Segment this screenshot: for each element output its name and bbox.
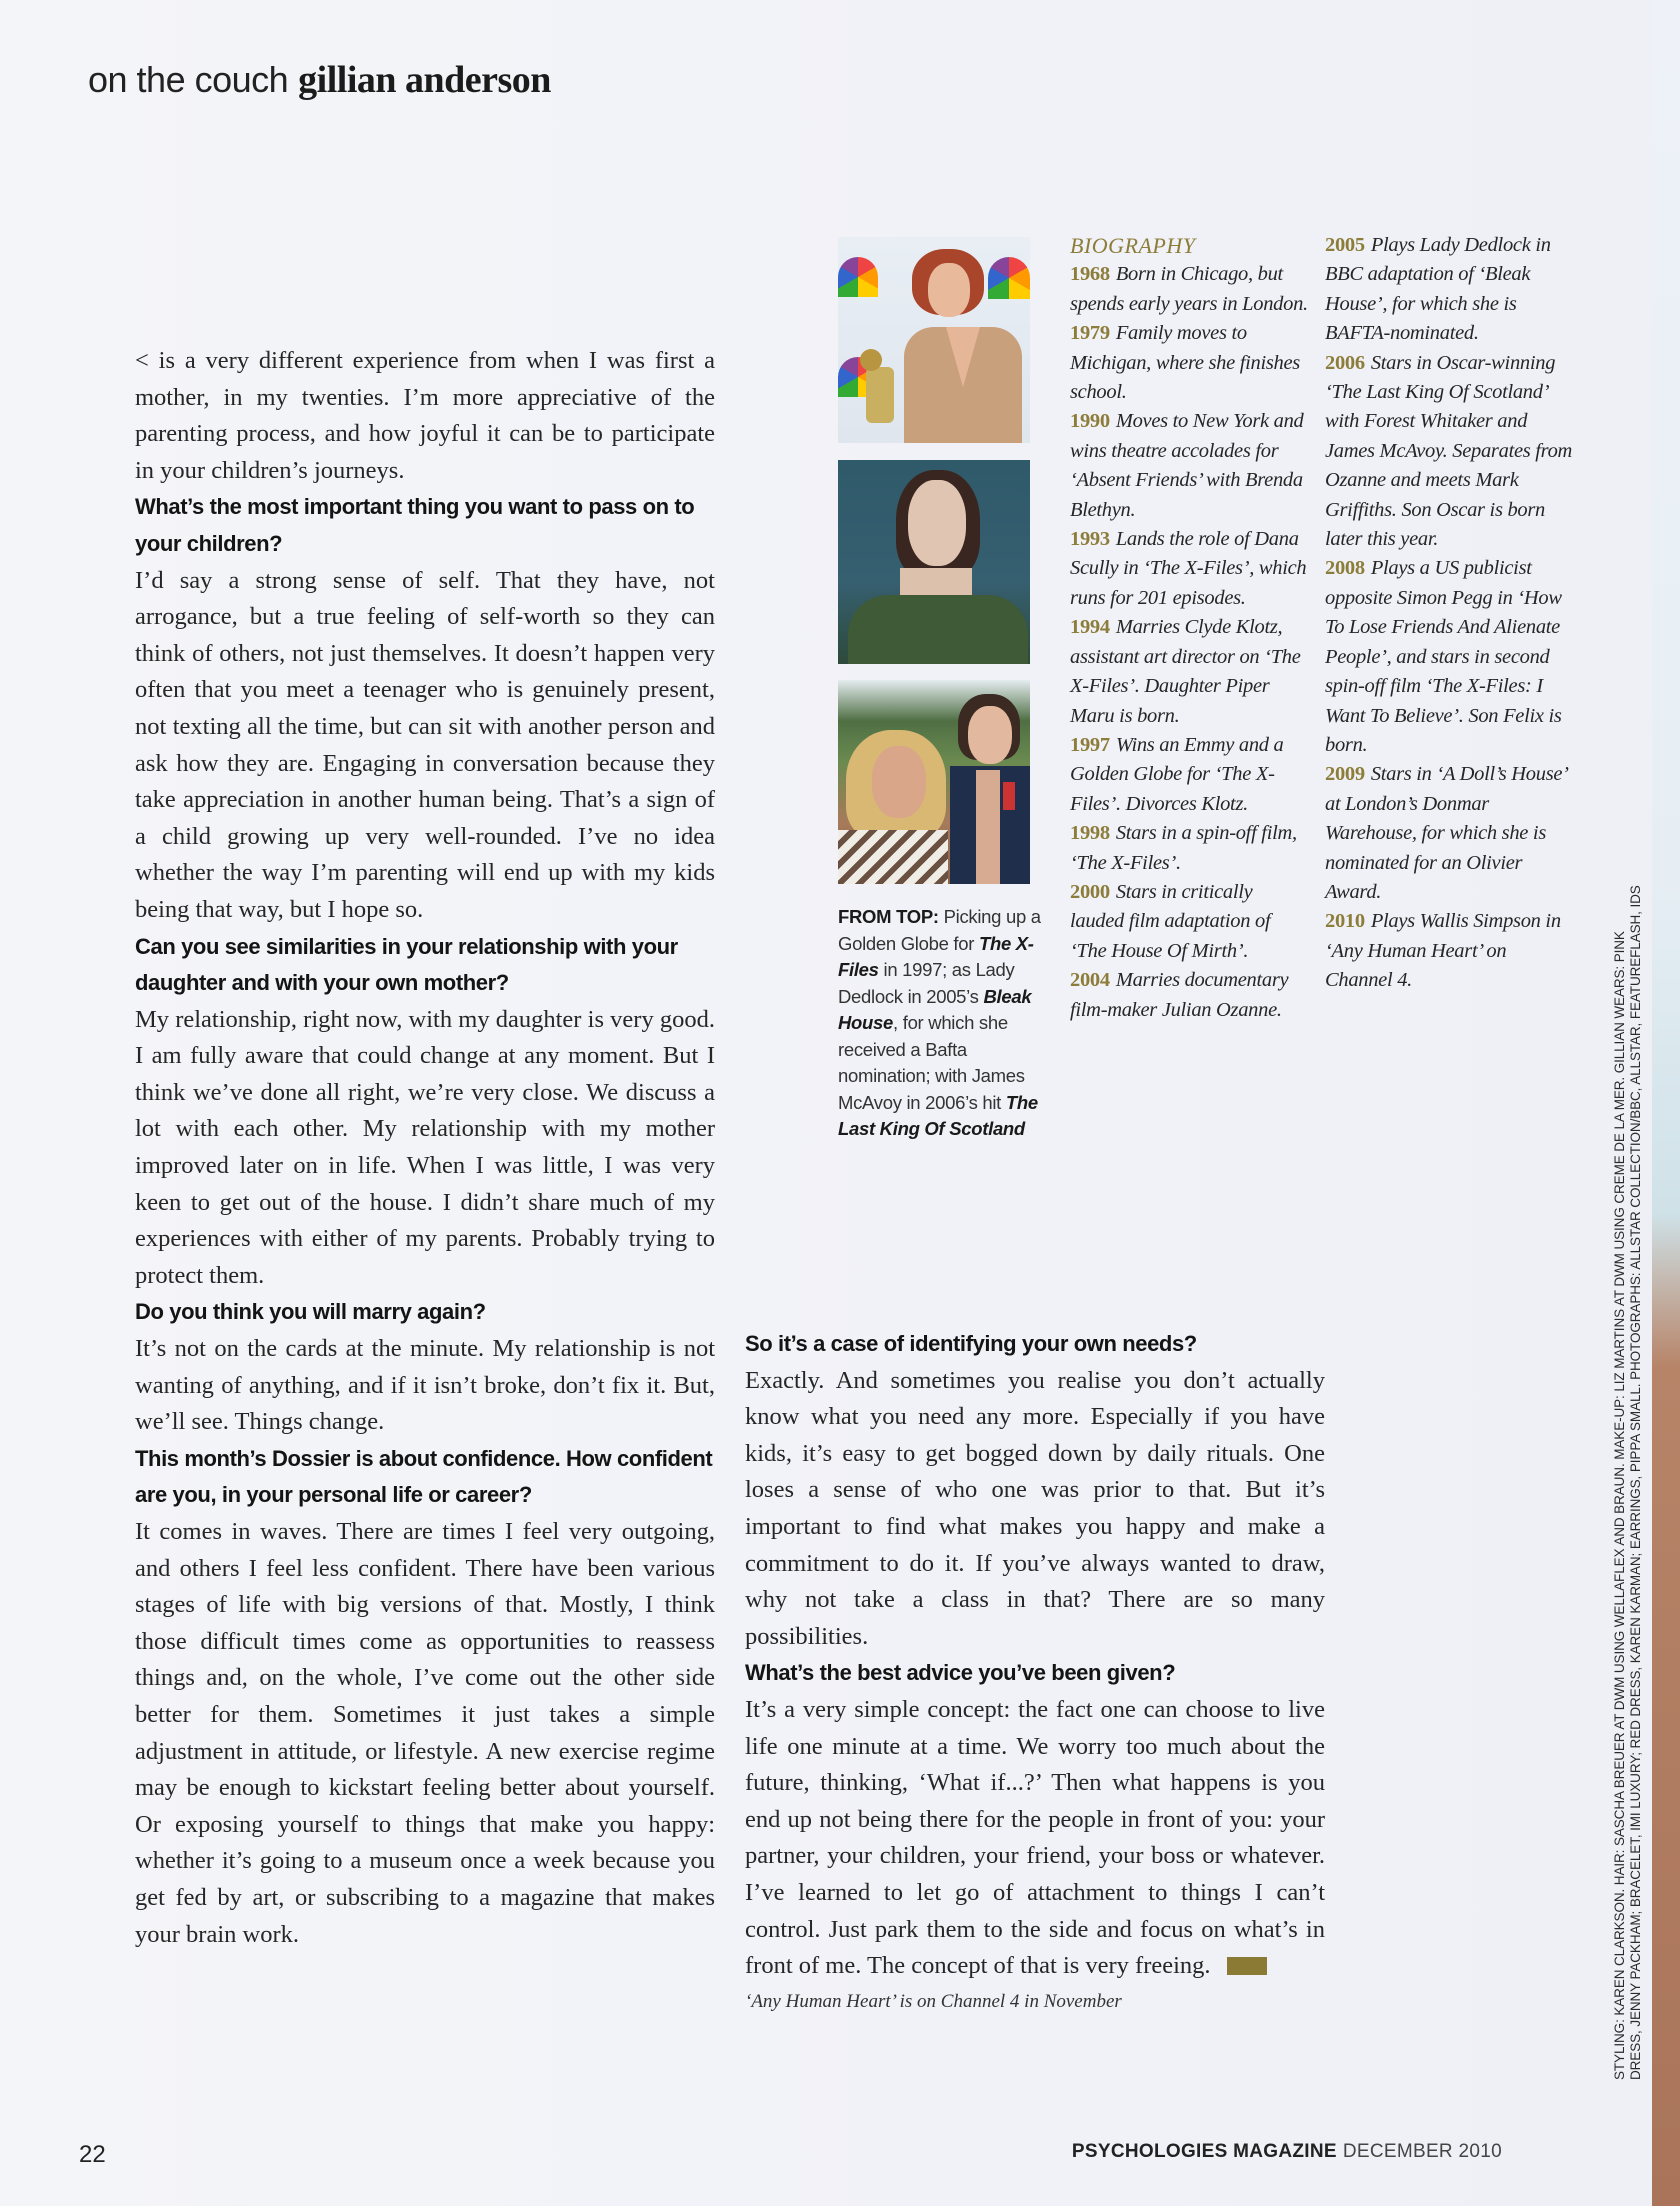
closing-note: ‘Any Human Heart’ is on Channel 4 in November: [745, 1990, 1122, 2012]
biography-entry: [1325, 907, 1575, 995]
biography-title: BIOGRAPHY: [1070, 233, 1196, 258]
interview-question: [135, 929, 715, 1002]
biography-entry: [1325, 231, 1575, 349]
biography-year: 1968: [1070, 263, 1110, 286]
biography-text: Born in Chicago, but spends early years in London.: [1070, 263, 1308, 315]
photo-credits: [1612, 780, 1644, 2080]
biography-year: 1998: [1070, 822, 1110, 845]
page-footer: [1072, 2141, 1502, 2163]
question-text: What’s the best advice you’ve been given?: [745, 1660, 1176, 1686]
biography-text: Family moves to Michigan, where she finishes school.: [1070, 322, 1300, 404]
question-text: This month’s Dossier is about confidence. How confident are you, in your personal life or career?: [135, 1445, 713, 1508]
biography-year: 1979: [1070, 322, 1110, 345]
biography-entry: [1325, 349, 1575, 555]
biography-text: Plays Wallis Simpson in ‘Any Human Heart’ on Channel 4.: [1325, 910, 1561, 992]
biography-entry: [1070, 260, 1310, 319]
biography-text: Wins an Emmy and a Golden Globe for ‘The X-Files’. Divorces Klotz.: [1070, 733, 1284, 815]
question-text: Do you think you will marry again?: [135, 1299, 486, 1325]
biography-year: 2009: [1325, 763, 1365, 786]
biography-text: Stars in critically lauded film adaptation of ‘The House Of Mirth’.: [1070, 880, 1271, 962]
credits-line: STYLING: KAREN CLARKSON. HAIR: SASCHA BREUER AT DWM USING WELLAFLEX AND BRAUN. MAKE-UP: LIZ MARTINS AT DWM USING CREME DE LA MER. GILLIAN WEARS: PINK: [1612, 931, 1627, 2080]
interview-answer: [135, 1002, 715, 1295]
photo-caption: [838, 904, 1048, 1143]
biography-text: Marries Clyde Klotz, assistant art director on ‘The X-Files’. Daughter Piper Maru is born.: [1070, 616, 1301, 727]
biography-entry: [1070, 966, 1310, 1025]
biography-text: Stars in Oscar-winning ‘The Last King Of Scotland’ with Forest Whitaker and James McAvoy. Separates from Ozanne and meets Mark Griffiths. Son Oscar is born later this year.: [1325, 351, 1573, 551]
biography-text: Plays a US publicist opposite Simon Pegg in ‘How To Lose Friends And Alienate People’, and stars in second spin-off film ‘The X-Files: I Want To Believe’. Son Felix is born.: [1325, 557, 1562, 756]
biography-text: Marries documentary film-maker Julian Ozanne.: [1070, 969, 1289, 1021]
biography-entry: [1070, 819, 1310, 878]
biography-year: 2010: [1325, 910, 1365, 933]
interview-answer: [135, 343, 715, 489]
answer-text: It comes in waves. There are times I feel very outgoing, and others I feel less confident. There have been various stages of life with big versions of that. Mostly, I think those difficult times come as opportunities to reassess things and, on the whole, I’ve come out the other side better for them. Sometimes it just takes a simple adjustment in attitude, or lifestyle. A new exercise regime may be enough to kickstart feeling better about yourself. Or exposing yourself to things that make you happy: whether it’s going to a museum once a week because you get fed by art, or subscribing to a magazine that makes your brain work.: [135, 1518, 715, 1948]
question-text: Can you see similarities in your relationship with your daughter and with your own mother?: [135, 933, 678, 996]
biography-entry: [1070, 525, 1310, 613]
biography-year: 1993: [1070, 528, 1110, 551]
caption-text: , for which she received a Bafta nomination; with James McAvoy in 2006’s hit: [838, 1012, 1025, 1113]
article-right-column: [745, 1326, 1325, 2017]
interview-answer: [745, 1692, 1325, 1985]
interview-answer: [135, 1514, 715, 1953]
biography-entry: [1070, 319, 1310, 407]
biography-entry: [1070, 407, 1310, 525]
caption-title: The Last King Of Scotland: [838, 1091, 1038, 1139]
article-left-column: [135, 343, 715, 1953]
answer-text: Exactly. And sometimes you realise you don’t actually know what you need any more. Especially if you have kids, it’s easy to get bogged down by daily rituals. One loses a sense of who one was prior to that. But it’s important to find what makes you happy and make a commitment to do it. If you’ve always wanted to draw, why not take a class in that? There are so many possibilities.: [745, 1366, 1325, 1650]
answer-text: It’s not on the cards at the minute. My relationship is not wanting of anything, and if it isn’t broke, don’t fix it. But, we’ll see. Things change.: [135, 1335, 715, 1436]
caption-title: The X-Files: [838, 932, 1034, 980]
answer-text: It’s a very simple concept: the fact one can choose to live life one minute at a time. We worry too much about the future, thinking, ‘What if...?’ Then what happens is you end up not being there for the people in front of you: your partner, your children, your friend, your boss or whatever. I’ve learned to let go of attachment to things I can’t control. Just park them to the side and focus on what’s in front of me. The concept of that is very freeing.: [745, 1695, 1325, 1980]
answer-text: I’d say a strong sense of self. That they have, not arrogance, but a true feeling of self-worth so they can think of others, not just themselves. It doesn’t happen very often that you meet a teenager who is genuinely present, not texting all the time, but can sit with another person and ask how they are. Engaging in conversation because they take appreciation in another human being. That’s a sign of a child growing up very well-rounded. I’ve no idea whether the way I’m parenting will end up with my kids being that way, but I hope so.: [135, 566, 715, 923]
caption-text: Picking up a Golden Globe for: [838, 906, 1041, 954]
biography-text: Stars in ‘A Doll’s House’ at London’s Donmar Warehouse, for which she is nominated for an Olivier Award.: [1325, 763, 1567, 903]
end-mark-icon: [1227, 1957, 1267, 1975]
magazine-name: PSYCHOLOGIES MAGAZINE: [1071, 2141, 1337, 2162]
interview-answer: [745, 1363, 1325, 1656]
biography-year: 2005: [1325, 234, 1365, 256]
interview-question: [745, 1655, 1325, 1692]
interview-answer: [135, 563, 715, 929]
next-page-edge: [1652, 0, 1680, 2206]
biography-entry: [1325, 760, 1575, 907]
biography-year: 2006: [1325, 351, 1365, 374]
biography-year: 2000: [1070, 880, 1110, 903]
biography-text: Plays Lady Dedlock in BBC adaptation of ‘Bleak House’, for which she is BAFTA-nominated.: [1325, 234, 1551, 345]
answer-text: My relationship, right now, with my daughter is very good. I am fully aware that could change at any moment. But I think we’ve done all right, we’re very close. We discuss a lot with each other. My relationship with my mother improved later on in life. When I was little, I was very keen to get out of the house. I didn’t share much of my experiences with either of my parents. Probably trying to protect them.: [135, 1005, 715, 1289]
interview-question: [745, 1326, 1325, 1363]
biography-text: Moves to New York and wins theatre accolades for ‘Absent Friends’ with Brenda Blethyn.: [1070, 410, 1304, 521]
biography-year: 1994: [1070, 616, 1110, 639]
page-number: 22: [79, 2141, 106, 2168]
biography-year: 2004: [1070, 969, 1110, 992]
interview-answer: [135, 1331, 715, 1441]
biography-entry: [1070, 613, 1310, 731]
golden-globe-photo: [838, 237, 1030, 443]
bleak-house-photo: [838, 460, 1030, 664]
interview-question: [135, 1294, 715, 1331]
biography-column-a: [1070, 231, 1310, 1025]
biography-entry: [1325, 554, 1575, 760]
caption-title: Bleak House: [838, 985, 1032, 1033]
biography-text: Lands the role of Dana Scully in ‘The X-Files’, which runs for 201 episodes.: [1070, 528, 1307, 609]
biography-year: 1990: [1070, 410, 1110, 433]
question-text: So it’s a case of identifying your own needs?: [745, 1331, 1197, 1356]
interview-question: [135, 1441, 715, 1514]
interview-question: [135, 489, 715, 562]
biography-text: Stars in a spin-off film, ‘The X-Files’.: [1070, 822, 1297, 874]
section-header: [88, 58, 551, 102]
biography-year: 1997: [1070, 733, 1110, 756]
last-king-photo: [838, 680, 1030, 884]
credits-line: DRESS, JENNY PACKHAM; BRACELET, IMI LUXURY; RED DRESS, KAREN KARMAN; EARRINGS, PIPPA SMALL. PHOTOGRAPHS: ALLSTAR COLLECTION/BBC, ALLSTAR, FEATUREFLASH, IDS: [1628, 885, 1643, 2080]
section-label: on the couch: [88, 59, 289, 100]
subject-name: gillian anderson: [298, 59, 551, 101]
caption-text: in 1997; as Lady Dedlock in 2005’s: [838, 959, 1015, 1007]
issue-date: DECEMBER 2010: [1342, 2141, 1502, 2162]
biography-year: 2008: [1325, 557, 1365, 580]
biography-column-b: [1325, 231, 1575, 996]
answer-text: < is a very different experience from when I was first a mother, in my twenties. I’m more appreciative of the parenting process, and how joyful it can be to participate in your children’s journeys.: [135, 347, 715, 484]
caption-lead: FROM TOP:: [838, 906, 939, 927]
question-text: What’s the most important thing you want to pass on to your children?: [135, 494, 695, 556]
biography-entry: [1070, 878, 1310, 966]
biography-entry: [1070, 731, 1310, 819]
